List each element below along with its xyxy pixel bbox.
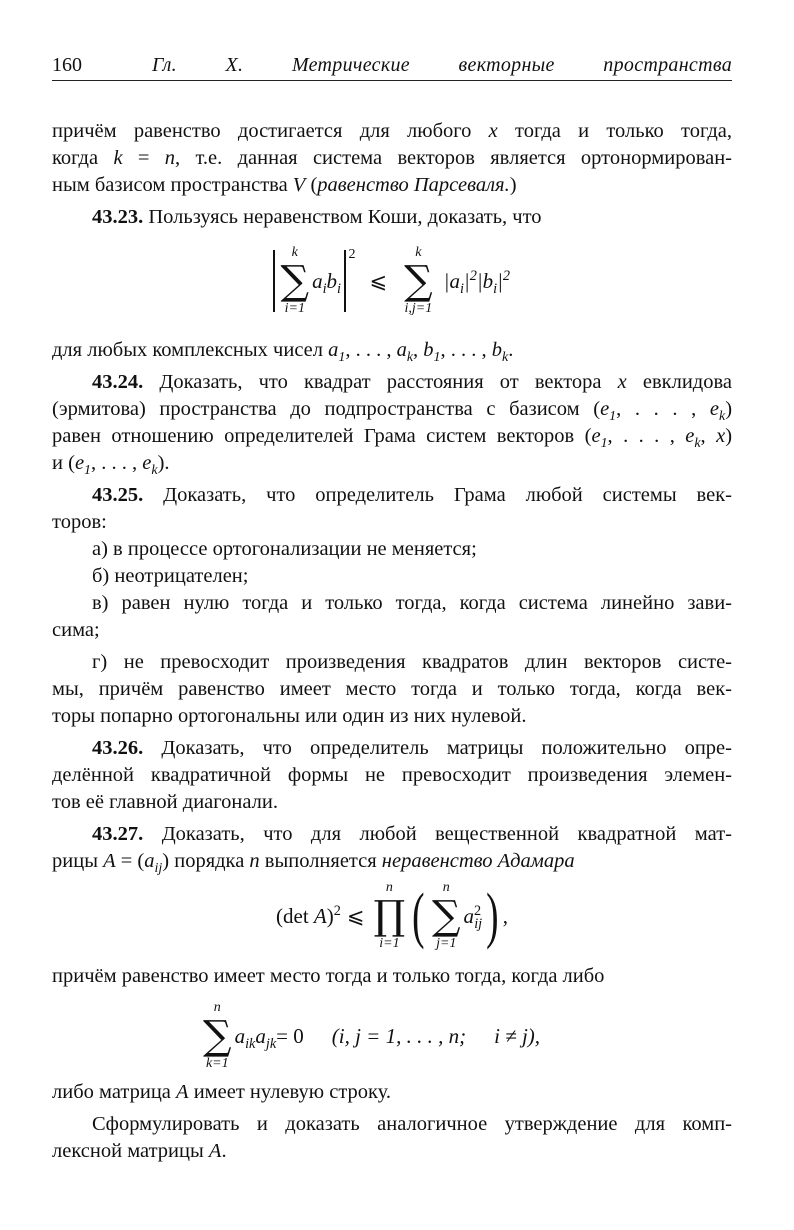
text-segment: , т.е. данная система векторов является ортонормирован- (175, 147, 733, 169)
text-segment: выполняется (259, 850, 382, 872)
text-segment: евклидова (626, 371, 732, 393)
leq-sign: ⩽ (346, 903, 365, 928)
text-segment: б) неотрицателен; (92, 565, 249, 587)
abs-bar-left (273, 250, 275, 312)
term: $a_{ik}a_{jk}$ (234, 1023, 277, 1052)
text-segment: причём равенство имеет место тогда и только тогда, когда либо (52, 965, 605, 987)
text-segment: торов: (52, 511, 107, 533)
text-segment: , . . . , (345, 339, 397, 361)
condition-neq: i ≠ j), (494, 1023, 541, 1048)
left-paren: ( (412, 882, 425, 950)
problem-number: 43.23. (92, 206, 144, 228)
sum-operator (281, 245, 310, 317)
text-line (92, 821, 732, 847)
text-segment: Доказать, что определитель Грама любой системы век- (143, 484, 732, 506)
term-2: $|a_i|^2|b_i|^2$ (443, 267, 511, 297)
text-segment: a (144, 850, 155, 872)
problem-number: 43.27. (92, 823, 144, 845)
text-segment: равен отношению определителей Грама систем векторов ( (52, 425, 592, 447)
text-segment: сима; (52, 619, 100, 641)
text-segment: A (208, 1140, 222, 1162)
text-segment: = (122, 147, 165, 169)
text-segment: мы, причём равенство имеет место тогда и только тогда, когда век- (52, 678, 732, 700)
text-segment: 1 (600, 436, 608, 452)
text-segment: ным базисом пространства (52, 174, 293, 196)
text-line (52, 337, 732, 366)
text-segment: равенство Парсеваля. (317, 174, 510, 196)
text-segment: , . . . , (607, 425, 686, 447)
text-segment: k (151, 463, 158, 479)
text-line (52, 1079, 732, 1105)
text-line (52, 963, 732, 989)
text-segment: Доказать, что для любой вещественной квадратной мат- (143, 823, 732, 845)
text-segment: а) в процессе ортогонализации не меняется; (92, 538, 477, 560)
problem-number: 43.25. (92, 484, 144, 506)
text-segment: тогда и только тогда, (497, 120, 732, 142)
text-segment: 1 (338, 350, 346, 366)
text-segment: V (292, 174, 306, 196)
text-segment: либо матрица (52, 1081, 177, 1103)
text-line (92, 563, 732, 589)
text-segment: k (694, 436, 701, 452)
condition: (i, j = 1, . . . , n; (331, 1023, 467, 1048)
header-rule (52, 80, 732, 81)
text-segment: ) (509, 174, 517, 196)
text-segment: n (249, 850, 260, 872)
text-segment: n (164, 147, 176, 169)
sum-operator: n ∑ j=1 (431, 880, 461, 951)
text-segment: A (103, 850, 116, 872)
formula-cauchy: k ∑ i=1 $a_ib_i$ 2 ⩽ k ∑ i,j=1 $|a_i|^2|b_i|^2$ (270, 245, 510, 317)
sum-operator-2: k ∑ i,j=1 (404, 245, 433, 316)
text-segment: b (423, 339, 434, 361)
text-segment: k (113, 147, 123, 169)
text-segment: x (617, 371, 627, 393)
running-header (52, 54, 732, 80)
lhs: (det A)$^2$ (276, 902, 341, 928)
text-line (52, 789, 732, 815)
text-segment: , . . . , (440, 339, 492, 361)
text-line (52, 396, 733, 425)
abs-bar-right (344, 250, 346, 312)
text-segment: e (709, 398, 719, 420)
text-segment: г) не превосходит произведения квадратов длин векторов систе- (92, 651, 732, 673)
text-segment: Пользуясь неравенством Коши, доказать, что (143, 206, 542, 228)
text-line (52, 145, 732, 171)
text-line (92, 204, 732, 230)
text-segment: , . . . , (616, 398, 710, 420)
text-segment: x (716, 425, 726, 447)
formula-hadamard (276, 880, 508, 952)
text-segment: , (413, 339, 424, 361)
text-line (52, 118, 732, 144)
leq-sign: ⩽ (369, 268, 388, 293)
text-segment: 1 (433, 350, 441, 366)
text-segment: 1 (84, 463, 92, 479)
text-segment: для любых комплексных чисел (52, 339, 329, 361)
text-line (52, 703, 732, 729)
text-segment: имеет нулевую строку. (188, 1081, 392, 1103)
sum-symbol: ∑ (280, 258, 310, 304)
problem-number: 43.26. (92, 737, 144, 759)
text-line (92, 1111, 732, 1137)
sum-upper: k (291, 245, 298, 260)
text-segment: торы попарно ортогональны или один из них нулевой. (52, 705, 527, 727)
text-segment: a (328, 339, 339, 361)
text-line (92, 482, 732, 508)
text-segment: b (491, 339, 503, 361)
text-segment: . (508, 339, 514, 361)
comma: , (502, 903, 509, 928)
text-segment: e (591, 425, 601, 447)
text-segment: причём равенство достигается для любого (52, 120, 489, 142)
text-segment: рицы (52, 850, 104, 872)
text-segment: ) (725, 398, 733, 420)
text-segment: когда (52, 147, 114, 169)
text-segment: Доказать, что определитель матрицы положительно опре- (143, 737, 732, 759)
formula-orthogonality (200, 1000, 540, 1072)
chapter-title: Гл. X. Метрические векторные пространства (152, 54, 732, 76)
text-segment: 1 (609, 409, 617, 425)
text-segment: x (488, 120, 498, 142)
text-segment: ). (157, 452, 170, 474)
text-line (52, 509, 732, 535)
prod-operator: n ∏ i=1 (373, 880, 406, 951)
text-line (52, 617, 732, 643)
text-segment: ) порядка (162, 850, 250, 872)
text-segment: k (719, 409, 726, 425)
text-segment: делённой квадратичной формы не превосходит произведения элемен- (52, 764, 732, 786)
text-line (52, 172, 732, 198)
problem-number: 43.24. (92, 371, 144, 393)
text-line (52, 450, 732, 479)
text-segment: e (600, 398, 610, 420)
text-segment: , (700, 425, 717, 447)
text-segment: e (74, 452, 85, 474)
sum-operator: n ∑ k=1 (203, 1000, 232, 1071)
text-segment: e (142, 452, 152, 474)
page-number: 160 (52, 54, 82, 76)
text-segment: Сформулировать и доказать аналогичное утверждение для комп- (92, 1113, 732, 1135)
text-line (52, 848, 732, 877)
text-line (52, 676, 732, 702)
text-line (52, 423, 733, 452)
right-paren: ) (486, 882, 499, 950)
text-line (92, 369, 732, 395)
text-line (92, 536, 732, 562)
text-segment: k (406, 350, 414, 366)
text-segment: в) равен нулю тогда и только тогда, когда система линейно зави- (92, 592, 732, 614)
text-segment: тов её главной диагонали. (52, 791, 278, 813)
text-segment: лексной матрицы (52, 1140, 209, 1162)
text-segment: (эрмитова) пространства до подпространства с базисом ( (52, 398, 601, 420)
text-segment: = ( (115, 850, 145, 872)
text-line (92, 735, 732, 761)
text-segment: ) (725, 425, 733, 447)
text-segment: и ( (52, 452, 75, 474)
text-segment: a (396, 339, 407, 361)
text-segment: . (221, 1140, 227, 1162)
text-segment: k (502, 350, 509, 366)
text-segment: e (685, 425, 695, 447)
text-segment: ij (154, 861, 163, 877)
text-line (52, 762, 732, 788)
term: $a_ib_i$ (312, 268, 341, 297)
text-line (92, 590, 732, 616)
text-segment: A (176, 1081, 189, 1103)
text-line (92, 649, 732, 675)
text-segment: неравенство Адамара (381, 850, 575, 872)
equals-zero: = 0 (276, 1023, 304, 1048)
term: $a^2_{ij}$ (463, 902, 483, 932)
text-line (52, 1138, 732, 1164)
text-segment: , . . . , (91, 452, 143, 474)
text-segment: ( (305, 174, 318, 196)
text-segment: Доказать, что квадрат расстояния от вектора (143, 371, 618, 393)
sum-lower: i=1 (284, 301, 305, 316)
